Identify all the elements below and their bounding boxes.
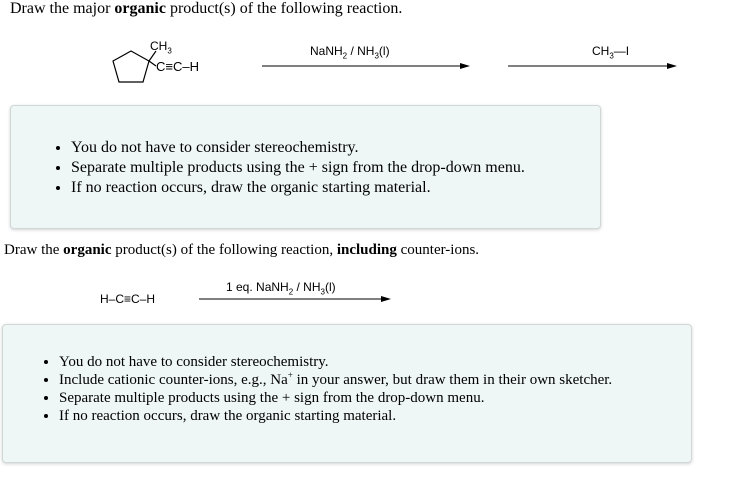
- instruction-stereochemistry: • You do not have to consider stereochemistry.: [71, 138, 525, 158]
- instruction-multiple-products: • Separate multiple products using the + sign from the drop-down menu.: [71, 158, 525, 178]
- instruction-no-reaction: • If no reaction occurs, draw the organic starting material.: [59, 407, 612, 425]
- reagent-nanh2-nh3: NaNH$_2$ / $NH_3(l)$: [310, 44, 390, 61]
- question1-prompt: Draw the major organic product(s) of the following reaction.: [10, 0, 403, 17]
- reagent-methyl-iodide: $CH_3—I$: [592, 44, 630, 61]
- instructions-box-1: [10, 105, 601, 229]
- reaction-arrow-3-head: [381, 296, 391, 302]
- question2-prompt: Draw the organic product(s) of the following reaction, including counter-ions.: [4, 242, 480, 258]
- instruction-multiple-products: • Separate multiple products using the + sign from the drop-down menu.: [59, 389, 612, 407]
- instructions-list-1: [51, 138, 525, 198]
- reaction-arrow-2-head: [667, 63, 677, 69]
- instruction-no-reaction: • If no reaction occurs, draw the organic starting material.: [71, 178, 525, 198]
- reagent-1eq-nanh2-nh3: 1 eq. NaNH$_2$ / $NH_3(l)$: [226, 280, 336, 297]
- reaction-arrow-1-head: [460, 63, 470, 69]
- methyl-group-label: $CH_3$: [150, 39, 172, 56]
- instructions-list-2: [39, 353, 612, 425]
- alkyne-group-label: C≡C–H: [156, 59, 199, 74]
- bond-to-alkyne: [149, 61, 156, 66]
- instruction-stereochemistry: • You do not have to consider stereochemistry.: [59, 353, 612, 371]
- acetylene-reactant: H–C≡C–H: [100, 292, 156, 306]
- instructions-box-2: [2, 324, 692, 463]
- instruction-counter-ions: • Include cationic counter-ions, e.g., Na+ in your answer, but draw them in their own sketcher.: [59, 371, 612, 389]
- cyclopentane-ring: [113, 51, 149, 82]
